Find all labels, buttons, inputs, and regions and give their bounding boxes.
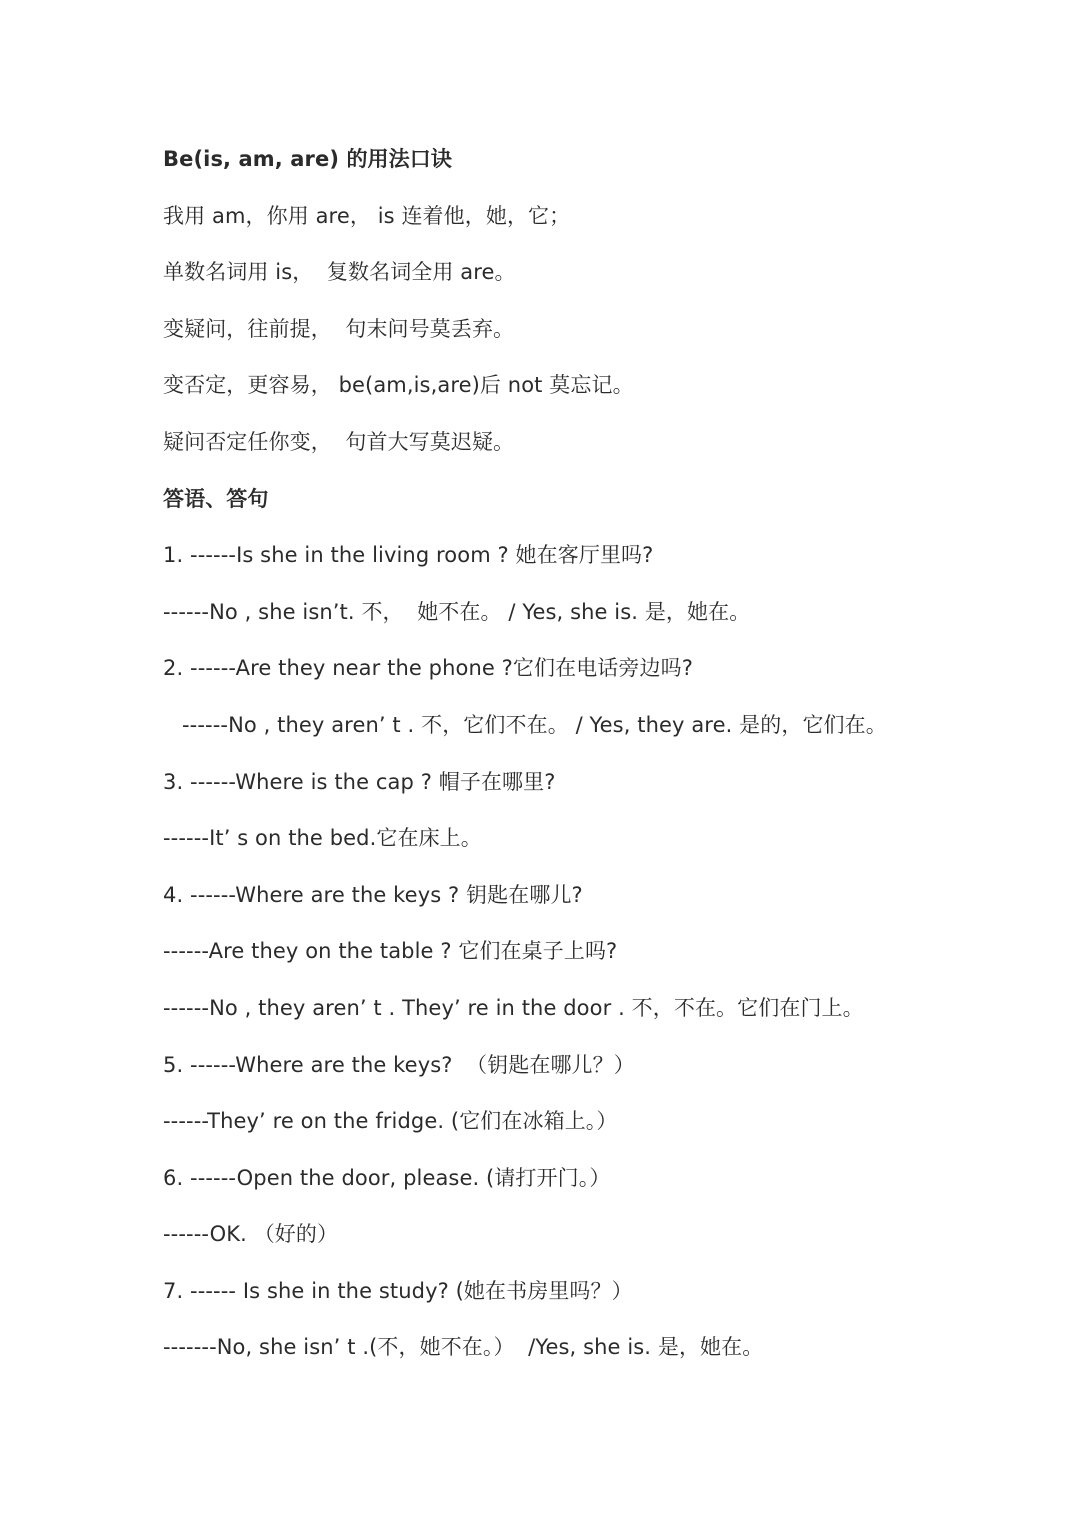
line-12: 3. ------Where is the cap ? 帽子在哪里? xyxy=(163,769,556,794)
line-10: 2. ------Are they near the phone ?它们在电话旁边吗? xyxy=(163,656,693,681)
line-19: 6. ------Open the door, please. (请打开门。） xyxy=(163,1165,611,1190)
line-16: ------No , they aren’ t . They’ re in the door . 不，不在。它们在门上。 xyxy=(163,995,864,1020)
line-3: 单数名词用 is， 复数名词全用 are。 xyxy=(163,260,516,285)
line-17: 5. ------Where are the keys? （钥匙在哪儿？） xyxy=(163,1052,635,1077)
line-5: 变否定，更容易， be(am,is,are)后 not 莫忘记。 xyxy=(163,373,634,398)
line-4: 变疑问，往前提， 句末问号莫丢弃。 xyxy=(163,316,515,341)
line-22: -------No, she isn’ t .(不，她不在。） /Yes, she is. 是，她在。 xyxy=(163,1335,764,1360)
line-7: 答语、答句 xyxy=(163,486,269,511)
line-20: ------OK. （好的） xyxy=(163,1222,339,1247)
line-6: 疑问否定任你变， 句首大写莫迟疑。 xyxy=(163,429,515,454)
line-13: ------It’ s on the bed.它在床上。 xyxy=(163,826,482,851)
document-body xyxy=(163,136,1043,1381)
line-14: 4. ------Where are the keys ? 钥匙在哪儿? xyxy=(163,882,583,907)
line-8: 1. ------Is she in the living room ? 她在客厅里吗? xyxy=(163,543,654,568)
line-21: 7. ------ Is she in the study? (她在书房里吗？） xyxy=(163,1278,633,1303)
line-18: ------They’ re on the fridge. (它们在冰箱上。） xyxy=(163,1109,618,1134)
line-2: 我用 am，你用 are， is 连着他，她，它； xyxy=(163,203,571,228)
line-9: ------No , she isn’t. 不， 她不在。 / Yes, she is. 是，她在。 xyxy=(163,599,751,624)
line-11: ------No , they aren’ t . 不，它们不在。 / Yes, they are. 是的，它们在。 xyxy=(182,712,887,737)
line-15: ------Are they on the table ? 它们在桌子上吗? xyxy=(163,939,618,964)
line-1: Be(is, am, are) 的用法口诀 xyxy=(163,147,452,171)
